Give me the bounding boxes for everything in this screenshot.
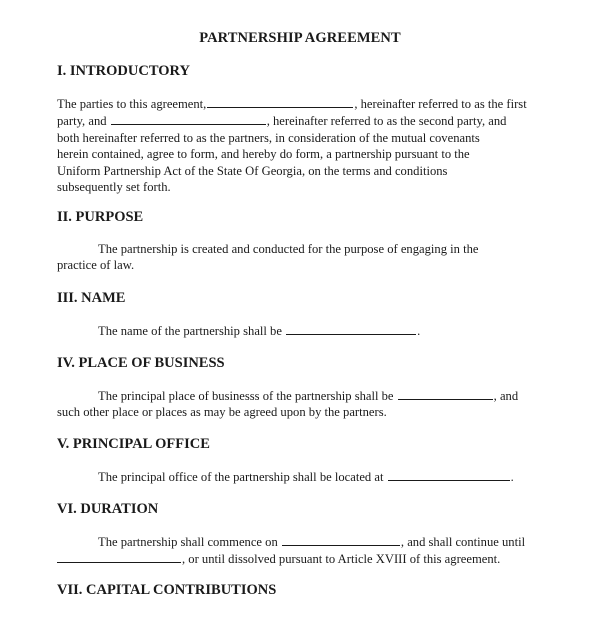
text-line: such other place or places as may be agreed upon by the partners. bbox=[57, 405, 387, 420]
text-segment: . bbox=[510, 470, 514, 484]
blank-partnership-name bbox=[286, 322, 416, 335]
text-line bbox=[57, 112, 557, 129]
text-line bbox=[57, 95, 557, 112]
section-body-name bbox=[57, 322, 557, 339]
section-heading-purpose: II. PURPOSE bbox=[57, 209, 144, 225]
text-segment: , and shall continue until bbox=[400, 535, 526, 549]
text-line bbox=[57, 322, 557, 339]
text-segment: , hereinafter referred to as the first bbox=[354, 97, 527, 111]
blank-second-party bbox=[111, 112, 266, 125]
text-line: The partnership is created and conducted for the purpose of engaging in the bbox=[98, 242, 479, 256]
text-line bbox=[57, 550, 557, 567]
blank-commence-date bbox=[282, 533, 400, 546]
section-heading-name: III. NAME bbox=[57, 290, 126, 306]
text-line bbox=[57, 468, 557, 485]
text-line bbox=[57, 387, 557, 404]
text-line: both hereinafter referred to as the partners, in consideration of the mutual covenants bbox=[57, 130, 480, 145]
blank-first-party bbox=[207, 95, 353, 108]
section-body-principal-office bbox=[57, 468, 557, 485]
text-line: subsequently set forth. bbox=[57, 180, 171, 195]
section-heading-duration: VI. DURATION bbox=[57, 501, 159, 517]
text-line bbox=[57, 533, 557, 550]
text-segment: The principal office of the partnership shall be located at bbox=[98, 470, 387, 484]
document-title: PARTNERSHIP AGREEMENT bbox=[199, 30, 401, 46]
section-body-introductory bbox=[57, 95, 557, 195]
text-line: herein contained, agree to form, and hereby do form, a partnership pursuant to the bbox=[57, 147, 470, 162]
text-segment: The parties to this agreement, bbox=[57, 97, 207, 111]
section-body-place-of-business bbox=[57, 387, 557, 421]
section-heading-capital-contributions: VII. CAPITAL CONTRIBUTIONS bbox=[57, 582, 277, 598]
text-segment: , and bbox=[493, 389, 519, 403]
section-heading-place-of-business: IV. PLACE OF BUSINESS bbox=[57, 355, 225, 371]
text-line: practice of law. bbox=[57, 258, 135, 273]
text-segment: , or until dissolved pursuant to Article XVIII of this agreement. bbox=[182, 552, 501, 567]
text-segment: The principal place of businesss of the partnership shall be bbox=[98, 389, 397, 403]
section-heading-introductory: I. INTRODUCTORY bbox=[57, 63, 190, 79]
text-segment: . bbox=[417, 324, 421, 338]
section-heading-principal-office: V. PRINCIPAL OFFICE bbox=[57, 436, 210, 452]
text-segment: The name of the partnership shall be bbox=[98, 324, 286, 338]
section-body-duration bbox=[57, 533, 557, 568]
text-segment: , hereinafter referred to as the second party, and bbox=[266, 114, 507, 129]
text-line: Uniform Partnership Act of the State Of Georgia, on the terms and conditions bbox=[57, 163, 448, 178]
section-body-purpose bbox=[57, 241, 557, 274]
blank-principal-office bbox=[388, 468, 510, 481]
blank-place-of-business bbox=[398, 387, 493, 400]
text-segment: party, and bbox=[57, 114, 110, 129]
blank-end-date bbox=[57, 550, 181, 563]
text-segment: The partnership shall commence on bbox=[98, 535, 281, 549]
